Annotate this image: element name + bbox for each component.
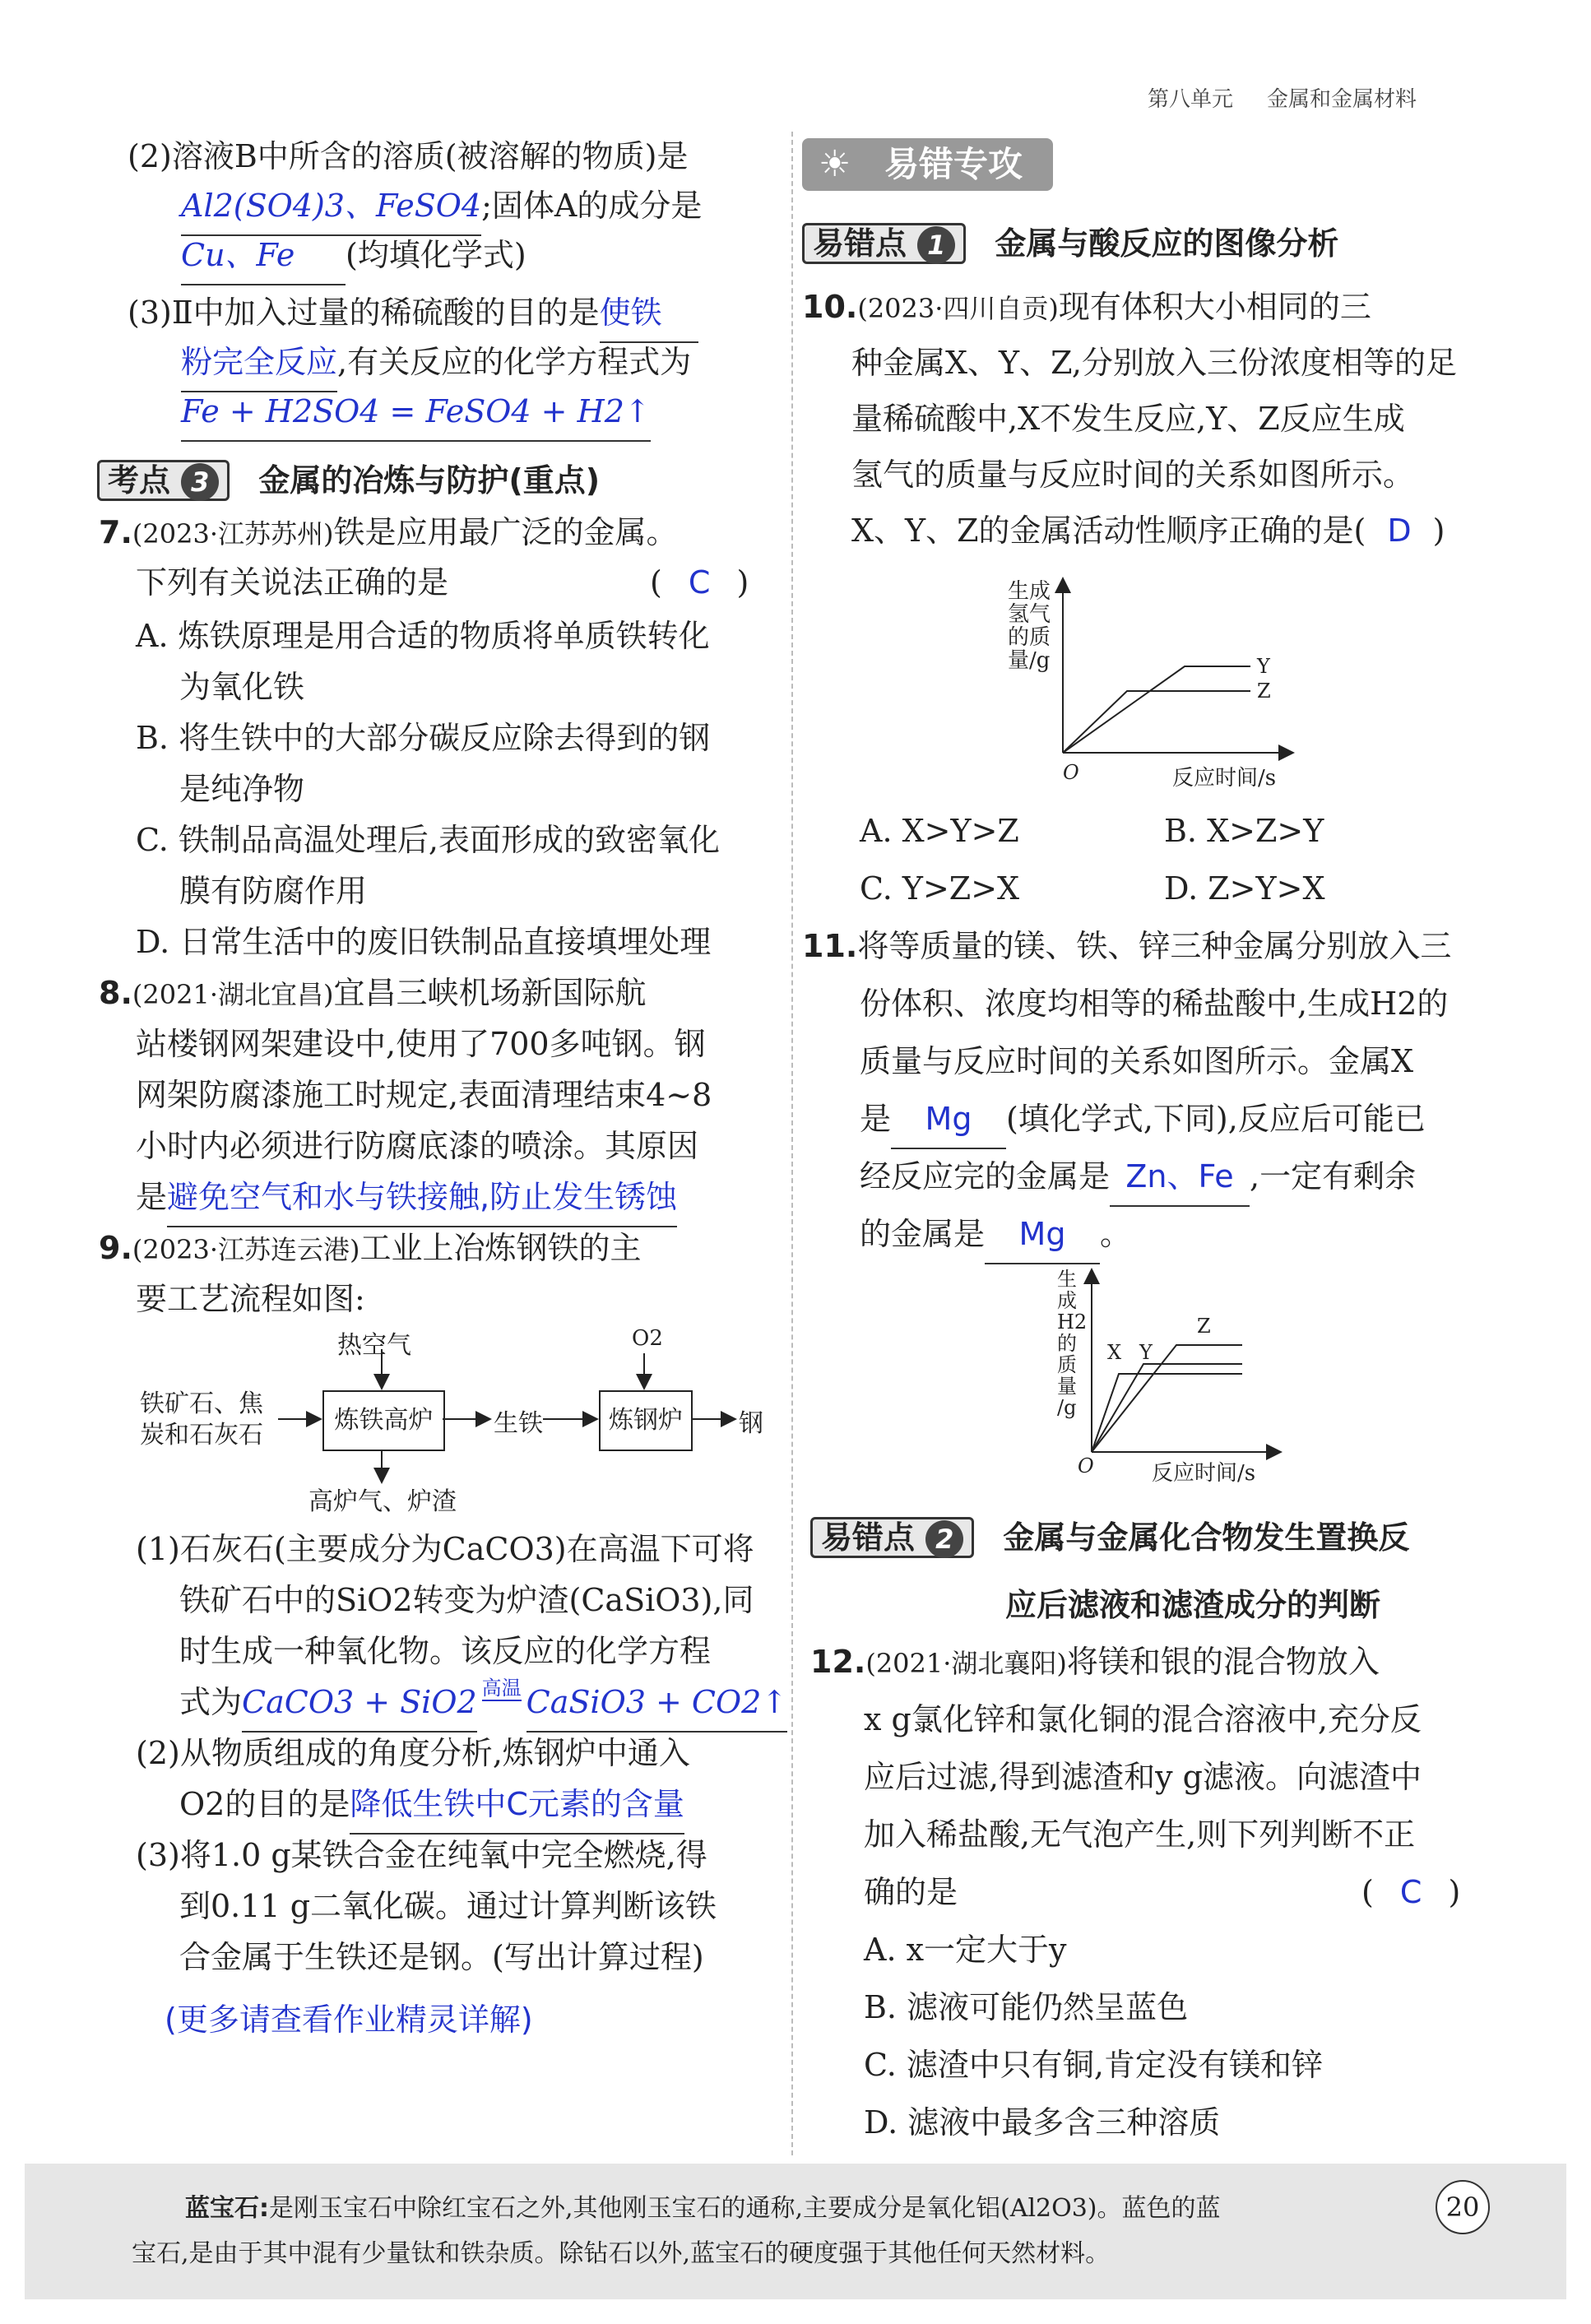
q8-source: (2021·湖北宜昌) bbox=[132, 979, 334, 1010]
q11-answer1: Mg bbox=[891, 1090, 1006, 1149]
q8-line3: 网架防腐漆施工时规定,表面清理结束4~8 bbox=[136, 1077, 712, 1113]
q8-line4: 小时内必须进行防腐底漆的喷涂。其原因 bbox=[136, 1128, 699, 1164]
q9-p1-line1: (1)石灰石(主要成分为CaCO3)在高温下可将 bbox=[136, 1531, 754, 1567]
q10-line-y bbox=[1063, 666, 1250, 753]
lightbulb-icon: ☀ bbox=[819, 143, 851, 185]
q11-number: 11. bbox=[802, 928, 858, 964]
q10-line5-end: ) bbox=[1432, 513, 1445, 549]
point1-number: 1 bbox=[917, 226, 955, 264]
footer-note bbox=[25, 2164, 1566, 2299]
q11-answer2: Zn、Fe bbox=[1110, 1148, 1250, 1207]
q9-p1-condition: 高温 bbox=[481, 1677, 522, 1700]
q8-line2: 站楼钢网架建设中,使用了700多吨钢。钢 bbox=[136, 1026, 706, 1062]
point1-label: 易错点 1 bbox=[802, 223, 966, 264]
q6-3-answer2: Fe + H2SO4 = FeSO4 + H2↑ bbox=[181, 383, 651, 442]
q8-number: 8. bbox=[99, 975, 132, 1011]
q9-source: (2023·江苏连云港) bbox=[132, 1234, 360, 1265]
q11-line3: 质量与反应时间的关系如图所示。金属X bbox=[860, 1043, 1414, 1079]
q11-plot bbox=[1082, 1267, 1296, 1464]
q9-p1-line2: 铁矿石中的SiO2转变为炉渣(CaSiO3),同 bbox=[179, 1582, 754, 1618]
q6-3-text2: ,有关反应的化学方程式为 bbox=[337, 344, 692, 380]
q12-answer: C bbox=[1399, 1874, 1422, 1910]
footer-line2: 宝石,是由于其中混有少量钛和铁杂质。除钻石以外,蓝宝石的硬度强于其他任何天然材料。 bbox=[132, 2239, 1111, 2268]
q7-number: 7. bbox=[99, 514, 132, 550]
q12-optC: C. 滤渣中只有铜,肯定没有镁和锌 bbox=[864, 2047, 1323, 2083]
q11-line6-post: 。 bbox=[1100, 1216, 1132, 1252]
q10-ylabel-3: 的质 bbox=[1008, 625, 1051, 650]
banner-title: 易错专攻 bbox=[884, 144, 1023, 184]
q11-xlabel: 反应时间/s bbox=[1152, 1461, 1256, 1486]
q9-p1-answer-left: CaCO3 + SiO2 bbox=[242, 1673, 477, 1733]
q7-stem2: 下列有关说法正确的是 bbox=[136, 564, 449, 601]
q11-series-y: Y bbox=[1139, 1341, 1153, 1364]
q11-line6-pre: 的金属是 bbox=[860, 1216, 986, 1252]
q11-ylabel-4: 的 bbox=[1057, 1332, 1077, 1355]
q8-line5-pre: 是 bbox=[136, 1179, 168, 1215]
q10-line4: 氢气的质量与反应时间的关系如图所示。 bbox=[851, 457, 1415, 493]
q9-p2-line2: O2的目的是 bbox=[179, 1786, 350, 1822]
q12-optB: B. 滤液可能仍然呈蓝色 bbox=[864, 1989, 1189, 2025]
header-title: 金属和金属材料 bbox=[1267, 87, 1417, 112]
q10-optC: C. Y>Z>X bbox=[860, 870, 1020, 907]
q6-3-answer1b: 粉完全反应 bbox=[181, 333, 337, 392]
flow-pig-iron: 生铁 bbox=[494, 1409, 543, 1438]
q10-optD: D. Z>Y>X bbox=[1164, 870, 1325, 907]
point2-title1: 金属与金属化合物发生置换反 bbox=[1003, 1519, 1410, 1556]
q7-optA-1: A. 炼铁原理是用合适的物质将单质铁转化 bbox=[136, 618, 710, 654]
footer-title: 蓝宝石: bbox=[185, 2194, 269, 2223]
q11-line5-pre: 经反应完的金属是 bbox=[860, 1158, 1111, 1194]
q10-origin: O bbox=[1063, 761, 1079, 784]
q11-ylabel-1: 生 bbox=[1057, 1268, 1077, 1291]
q10-line1: 现有体积大小相同的三 bbox=[1058, 289, 1371, 325]
q12-number: 12. bbox=[810, 1644, 866, 1680]
q11-ylabel-7: /g bbox=[1057, 1396, 1077, 1419]
point2-label: 易错点 2 bbox=[810, 1517, 974, 1558]
q6-2-text2: ;固体A的成分是 bbox=[481, 188, 703, 224]
more-details-link[interactable]: (更多请查看作业精灵详解) bbox=[165, 2002, 533, 2038]
column-divider bbox=[791, 132, 793, 2155]
q7-optA-2: 为氧化铁 bbox=[179, 669, 305, 705]
q9-p3-line3: 合金属于生铁还是钢。(写出计算过程) bbox=[179, 1939, 704, 1975]
q10-line5: X、Y、Z的金属活动性顺序正确的是( bbox=[851, 513, 1366, 549]
point1-heading bbox=[802, 218, 1338, 264]
q11-series-z: Z bbox=[1197, 1315, 1211, 1338]
q6-2-text3: (均填化学式) bbox=[346, 237, 526, 273]
q7-stem1: 铁是应用最广泛的金属。 bbox=[333, 514, 678, 550]
kaodian-title: 金属的冶炼与防护(重点) bbox=[258, 462, 601, 499]
q11-ylabel-3: H2 bbox=[1057, 1310, 1088, 1334]
q7-optB-2: 是纯净物 bbox=[179, 771, 305, 807]
flow-byproduct: 高炉气、炉渣 bbox=[308, 1487, 457, 1516]
q9-number: 9. bbox=[99, 1230, 132, 1266]
q10-line3: 量稀硫酸中,X不发生反应,Y、Z反应生成 bbox=[851, 401, 1405, 437]
q12-line2: x g氯化锌和氯化铜的混合溶液中,充分反 bbox=[864, 1701, 1422, 1737]
q9-p1-line4: 式为 bbox=[179, 1684, 243, 1720]
q12-optD: D. 滤液中最多含三种溶质 bbox=[864, 2104, 1221, 2141]
q10-series-y: Y bbox=[1257, 655, 1270, 678]
banner-errors bbox=[802, 138, 1053, 191]
q10-xlabel: 反应时间/s bbox=[1172, 766, 1277, 791]
kaodian-label: 考点 3 bbox=[97, 460, 230, 501]
q7-optB-1: B. 将生铁中的大部分碳反应除去得到的钢 bbox=[136, 720, 711, 756]
q10-series-z: Z bbox=[1257, 680, 1271, 703]
flow-furnace2: 炼钢炉 bbox=[599, 1390, 693, 1451]
q10-optA: A. X>Y>Z bbox=[860, 813, 1019, 849]
q11-line4-post: (填化学式,下同),反应后可能已 bbox=[1006, 1101, 1426, 1137]
q9-p1-line3: 时生成一种氧化物。该反应的化学方程 bbox=[179, 1633, 712, 1669]
q10-line-z bbox=[1063, 691, 1250, 753]
q10-source: (2023·四川自贡) bbox=[857, 293, 1059, 324]
q11-origin: O bbox=[1078, 1454, 1094, 1477]
q9-stem1: 工业上冶炼钢铁的主 bbox=[359, 1230, 642, 1266]
q9-p1-answer-right: CaSiO3 + CO2↑ bbox=[526, 1673, 788, 1733]
q8-line1: 宜昌三峡机场新国际航 bbox=[333, 975, 647, 1011]
q11-line4-pre: 是 bbox=[860, 1101, 892, 1137]
q6-3-text1: (3)Ⅱ中加入过量的稀硫酸的目的是 bbox=[128, 295, 600, 331]
q11-line2: 份体积、浓度均相等的稀盐酸中,生成H2的 bbox=[860, 986, 1449, 1022]
q12-line3: 应后过滤,得到滤渣和y g滤液。向滤渣中 bbox=[864, 1759, 1422, 1795]
point2-title2: 应后滤液和滤渣成分的判断 bbox=[1005, 1587, 1381, 1623]
q8-answer: 避免空气和水与铁接触,防止发生锈蚀 bbox=[167, 1168, 677, 1227]
q12-source: (2021·湖北襄阳) bbox=[865, 1648, 1067, 1679]
q12-line1: 将镁和银的混合物放入 bbox=[1066, 1644, 1380, 1680]
q6-2-answer1: Al2(SO4)3、FeSO4 bbox=[181, 177, 481, 236]
flow-hot-air: 热空气 bbox=[337, 1331, 411, 1360]
q9-p2-line1: (2)从物质组成的角度分析,炼钢炉中通入 bbox=[136, 1735, 690, 1771]
q11-line1: 将等质量的镁、铁、锌三种金属分别放入三 bbox=[857, 928, 1452, 964]
footer-line1: 是刚玉宝石中除红宝石之外,其他刚玉宝石的通称,主要成分是氧化铝(Al2O3)。蓝色的蓝 bbox=[269, 2194, 1221, 2223]
q7-source: (2023·江苏苏州) bbox=[132, 518, 334, 550]
q10-ylabel-1: 生成 bbox=[1008, 579, 1051, 604]
q11-line-y bbox=[1092, 1364, 1242, 1452]
q10-number: 10. bbox=[802, 289, 858, 325]
point1-title: 金属与酸反应的图像分析 bbox=[995, 225, 1339, 262]
q10-line2: 种金属X、Y、Z,分别放入三份浓度相等的足 bbox=[851, 345, 1457, 381]
q10-ylabel-2: 氢气 bbox=[1008, 602, 1051, 627]
q9-p3-line2: 到0.11 g二氧化碳。通过计算判断该铁 bbox=[179, 1888, 717, 1924]
flow-steel: 钢 bbox=[739, 1409, 763, 1438]
flow-input: 铁矿石、焦炭和石灰石 bbox=[140, 1389, 263, 1450]
q9-p3-line1: (3)将1.0 g某铁合金在纯氧中完全燃烧,得 bbox=[136, 1837, 707, 1873]
q6-3-answer1a: 使铁 bbox=[600, 284, 698, 343]
q7-answer: C bbox=[688, 564, 711, 601]
q12-line4: 加入稀盐酸,无气泡产生,则下列判断不正 bbox=[864, 1816, 1416, 1853]
q12-optA: A. x一定大于y bbox=[864, 1932, 1067, 1968]
q6-2-answer2: Cu、Fe bbox=[181, 226, 346, 285]
q9-stem2: 要工艺流程如图: bbox=[136, 1281, 365, 1317]
point2-heading bbox=[810, 1512, 1409, 1558]
q10-optB: B. X>Z>Y bbox=[1164, 813, 1324, 849]
kaodian-number: 3 bbox=[181, 463, 219, 501]
header-unit: 第八单元 bbox=[1148, 87, 1234, 112]
page-number: 20 bbox=[1436, 2180, 1490, 2234]
flow-furnace1: 炼铁高炉 bbox=[322, 1390, 445, 1451]
q11-ylabel-6: 量 bbox=[1057, 1375, 1077, 1398]
q11-ylabel-2: 成 bbox=[1057, 1289, 1077, 1312]
q7-optC-2: 膜有防腐作用 bbox=[179, 873, 368, 909]
q7-optD: D. 日常生活中的废旧铁制品直接填埋处理 bbox=[136, 924, 712, 960]
q10-answer: D bbox=[1387, 513, 1412, 549]
q11-line5-post: ,一定有剩余 bbox=[1250, 1158, 1417, 1194]
q11-answer3: Mg bbox=[985, 1205, 1100, 1264]
q6-2-text1: (2)溶液B中所含的溶质(被溶解的物质)是 bbox=[128, 138, 689, 174]
q11-ylabel-5: 质 bbox=[1057, 1353, 1077, 1376]
q10-ylabel-4: 量/g bbox=[1008, 648, 1051, 673]
q9-p2-answer: 降低生铁中C元素的含量 bbox=[350, 1775, 684, 1835]
q7-optC-1: C. 铁制品高温处理后,表面形成的致密氧化 bbox=[136, 822, 720, 858]
flow-o2: O2 bbox=[632, 1326, 663, 1351]
point2-number: 2 bbox=[925, 1520, 963, 1558]
flow-arrows bbox=[0, 0, 791, 1563]
q12-line5: 确的是 bbox=[864, 1874, 958, 1910]
q11-series-x: X bbox=[1107, 1341, 1122, 1364]
